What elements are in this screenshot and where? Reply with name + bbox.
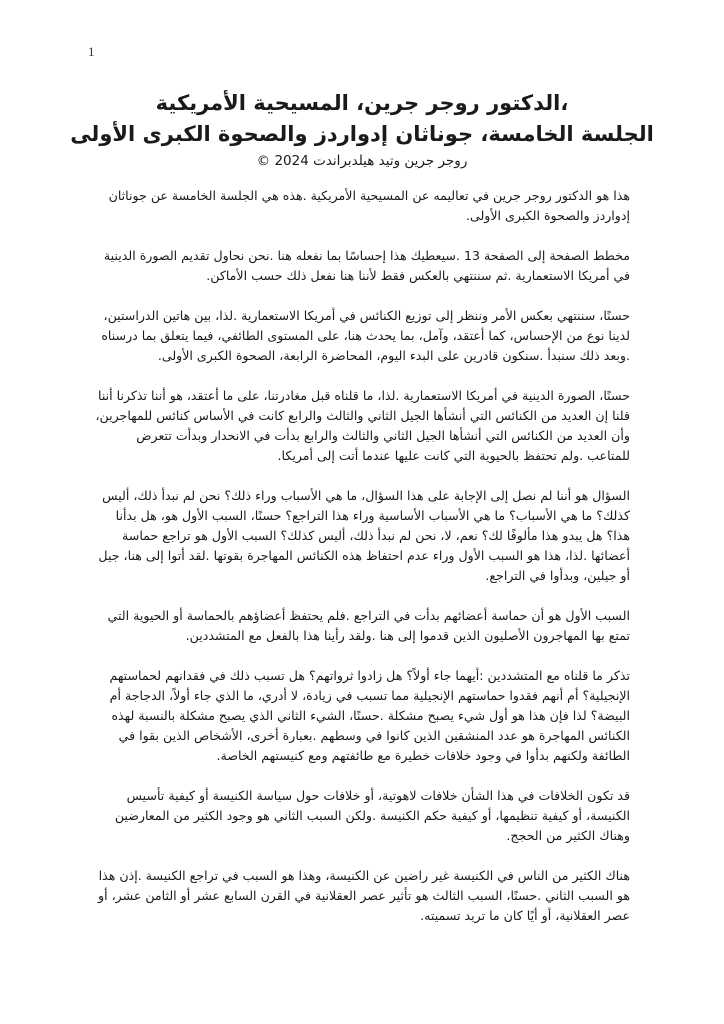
document-title-line-2: الجلسة الخامسة، جوناثان إدواردز والصحوة الكبرى الأولى — [70, 122, 654, 146]
paragraph: حسنًا، سننتهي بعكس الأمر وننظر إلى توزيع الكنائس في أمريكا الاستعمارية .لذا، بين هاتين الدراستين، لدينا نوع من الإحساس، كما أعتقد، وآمل، بما يحدث هنا، على المستوى الطائفي، فيما يتعلق بما درسناه .وبعد ذلك سنبدأ .سنكون قادرين على البدء اليوم، المحاضرة الرابعة، الصحوة الكبرى الأولى. — [101, 308, 630, 363]
copyright-line: روجر جرين وتيد هيلدبراندت 2024 © — [256, 153, 468, 169]
page-number: 1 — [88, 44, 95, 59]
paragraph: السؤال هو أننا لم نصل إلى الإجابة على هذا السؤال، ما هي الأسباب وراء ذلك؟ نحن لم نبدأ ذلك، أليس كذلك؟ ما هي الأسباب؟ ما هي الأسباب الأساسية وراء هذا التراجع؟ حسنًا، السبب الأول هو، هل بدأنا هذا؟ هل يبدو هذا مألوفًا لك؟ نعم، لا، نحن لم نبدأ ذلك، أليس كذلك؟ السبب الأول هو تراجع حماسة أعضائها .لذا، هذا هو السبب الأول وراء عدم احتفاظ هذه الكنائس المهاجرة بقوتها .لقد أتوا إلى هنا، جيل أو جيلين، وبدأوا في التراجع. — [98, 488, 630, 583]
paragraph: السبب الأول هو أن حماسة أعضائهم بدأت في التراجع .فلم يحتفظ أعضاؤهم بالحماسة أو الحيوية التي تمتع بها المهاجرون الأصليون الذين قدموا إلى هنا .ولقد رأينا هذا بالفعل مع المتشددين. — [107, 608, 630, 643]
document-body — [92, 186, 630, 946]
document-header — [60, 88, 664, 171]
paragraph: هناك الكثير من الناس في الكنيسة غير راضين عن الكنيسة، وهذا هو السبب في تراجع الكنيسة .إذن هذا هو السبب الثاني .حسنًا، السبب الثالث هو تأثير عصر العقلانية في القرن السابع عشر أو الثامن عشر، أو عصر العقلانية، أو أيًا كان ما تريد تسميته. — [98, 868, 630, 923]
paragraph: هذا هو الدكتور روجر جرين في تعاليمه عن المسيحية الأمريكية .هذه هي الجلسة الخامسة عن جوناثان إدواردز والصحوة الكبرى الأولى. — [108, 188, 630, 223]
paragraph: حسنًا، الصورة الدينية في أمريكا الاستعمارية .لذا، ما قلناه قبل مغادرتنا، على ما أعتقد، هو أننا تذكرنا أننا قلنا إن العديد من الكنائس التي أنشأها الجيل الثاني والثالث والرابع كانت في الأساس كنائس للمهاجرين، وأن العديد من الكنائس التي أنشأها الجيل الثاني والثالث والرابع بدأت في الانحدار وبدأت تتعرض للمتاعب .ولم تحتفظ بالحيوية التي كانت عليها عندما أتت إلى أمريكا. — [95, 388, 630, 463]
paragraph: مخطط الصفحة إلى الصفحة 13 .سيعطيك هذا إحساسًا بما نفعله هنا .نحن نحاول تقديم الصورة الدينية في أمريكا الاستعمارية .ثم سننتهي بالعكس فقط لأننا هنا نفعل ذلك حسب الأماكن. — [103, 248, 630, 283]
paragraph: قد تكون الخلافات في هذا الشأن خلافات لاهوتية، أو خلافات حول سياسة الكنيسة أو كيفية تأسيس الكنيسة، أو كيفية تنظيمها، أو كيفية حكم الكنيسة .ولكن السبب الثاني هو وجود الكثير من المعارضين وهناك الكثير من الحجج. — [114, 788, 630, 843]
document-title-line-1: ،الدكتور روجر جرين، المسيحية الأمريكية — [155, 91, 569, 115]
paragraph: تذكر ما قلناه مع المتشددين :أيهما جاء أولاً؟ هل زادوا ثرواتهم؟ هل تسبب ذلك في فقدانهم لحماستهم الإنجيلية؟ أم أنهم فقدوا حماستهم الإنجيلية مما تسبب في زيادة، لا أدري، ما الذي جاء أولاً، الدجاجة أم البيضة؟ لذا فإن هذا هو أول شيء يصبح مشكلة .حسنًا، الشيء الثاني الذي يصبح مشكلة بالنسبة لهذه الكنائس المهاجرة هو عدد المنشقين الذين كانوا في وسطهم .بعبارة أخرى، الأشخاص الذين بقوا في الطائفة ولكنهم بدأوا في وجود خلافات خطيرة مع طائفتهم ومع كنيستهم الخاصة. — [109, 668, 630, 763]
